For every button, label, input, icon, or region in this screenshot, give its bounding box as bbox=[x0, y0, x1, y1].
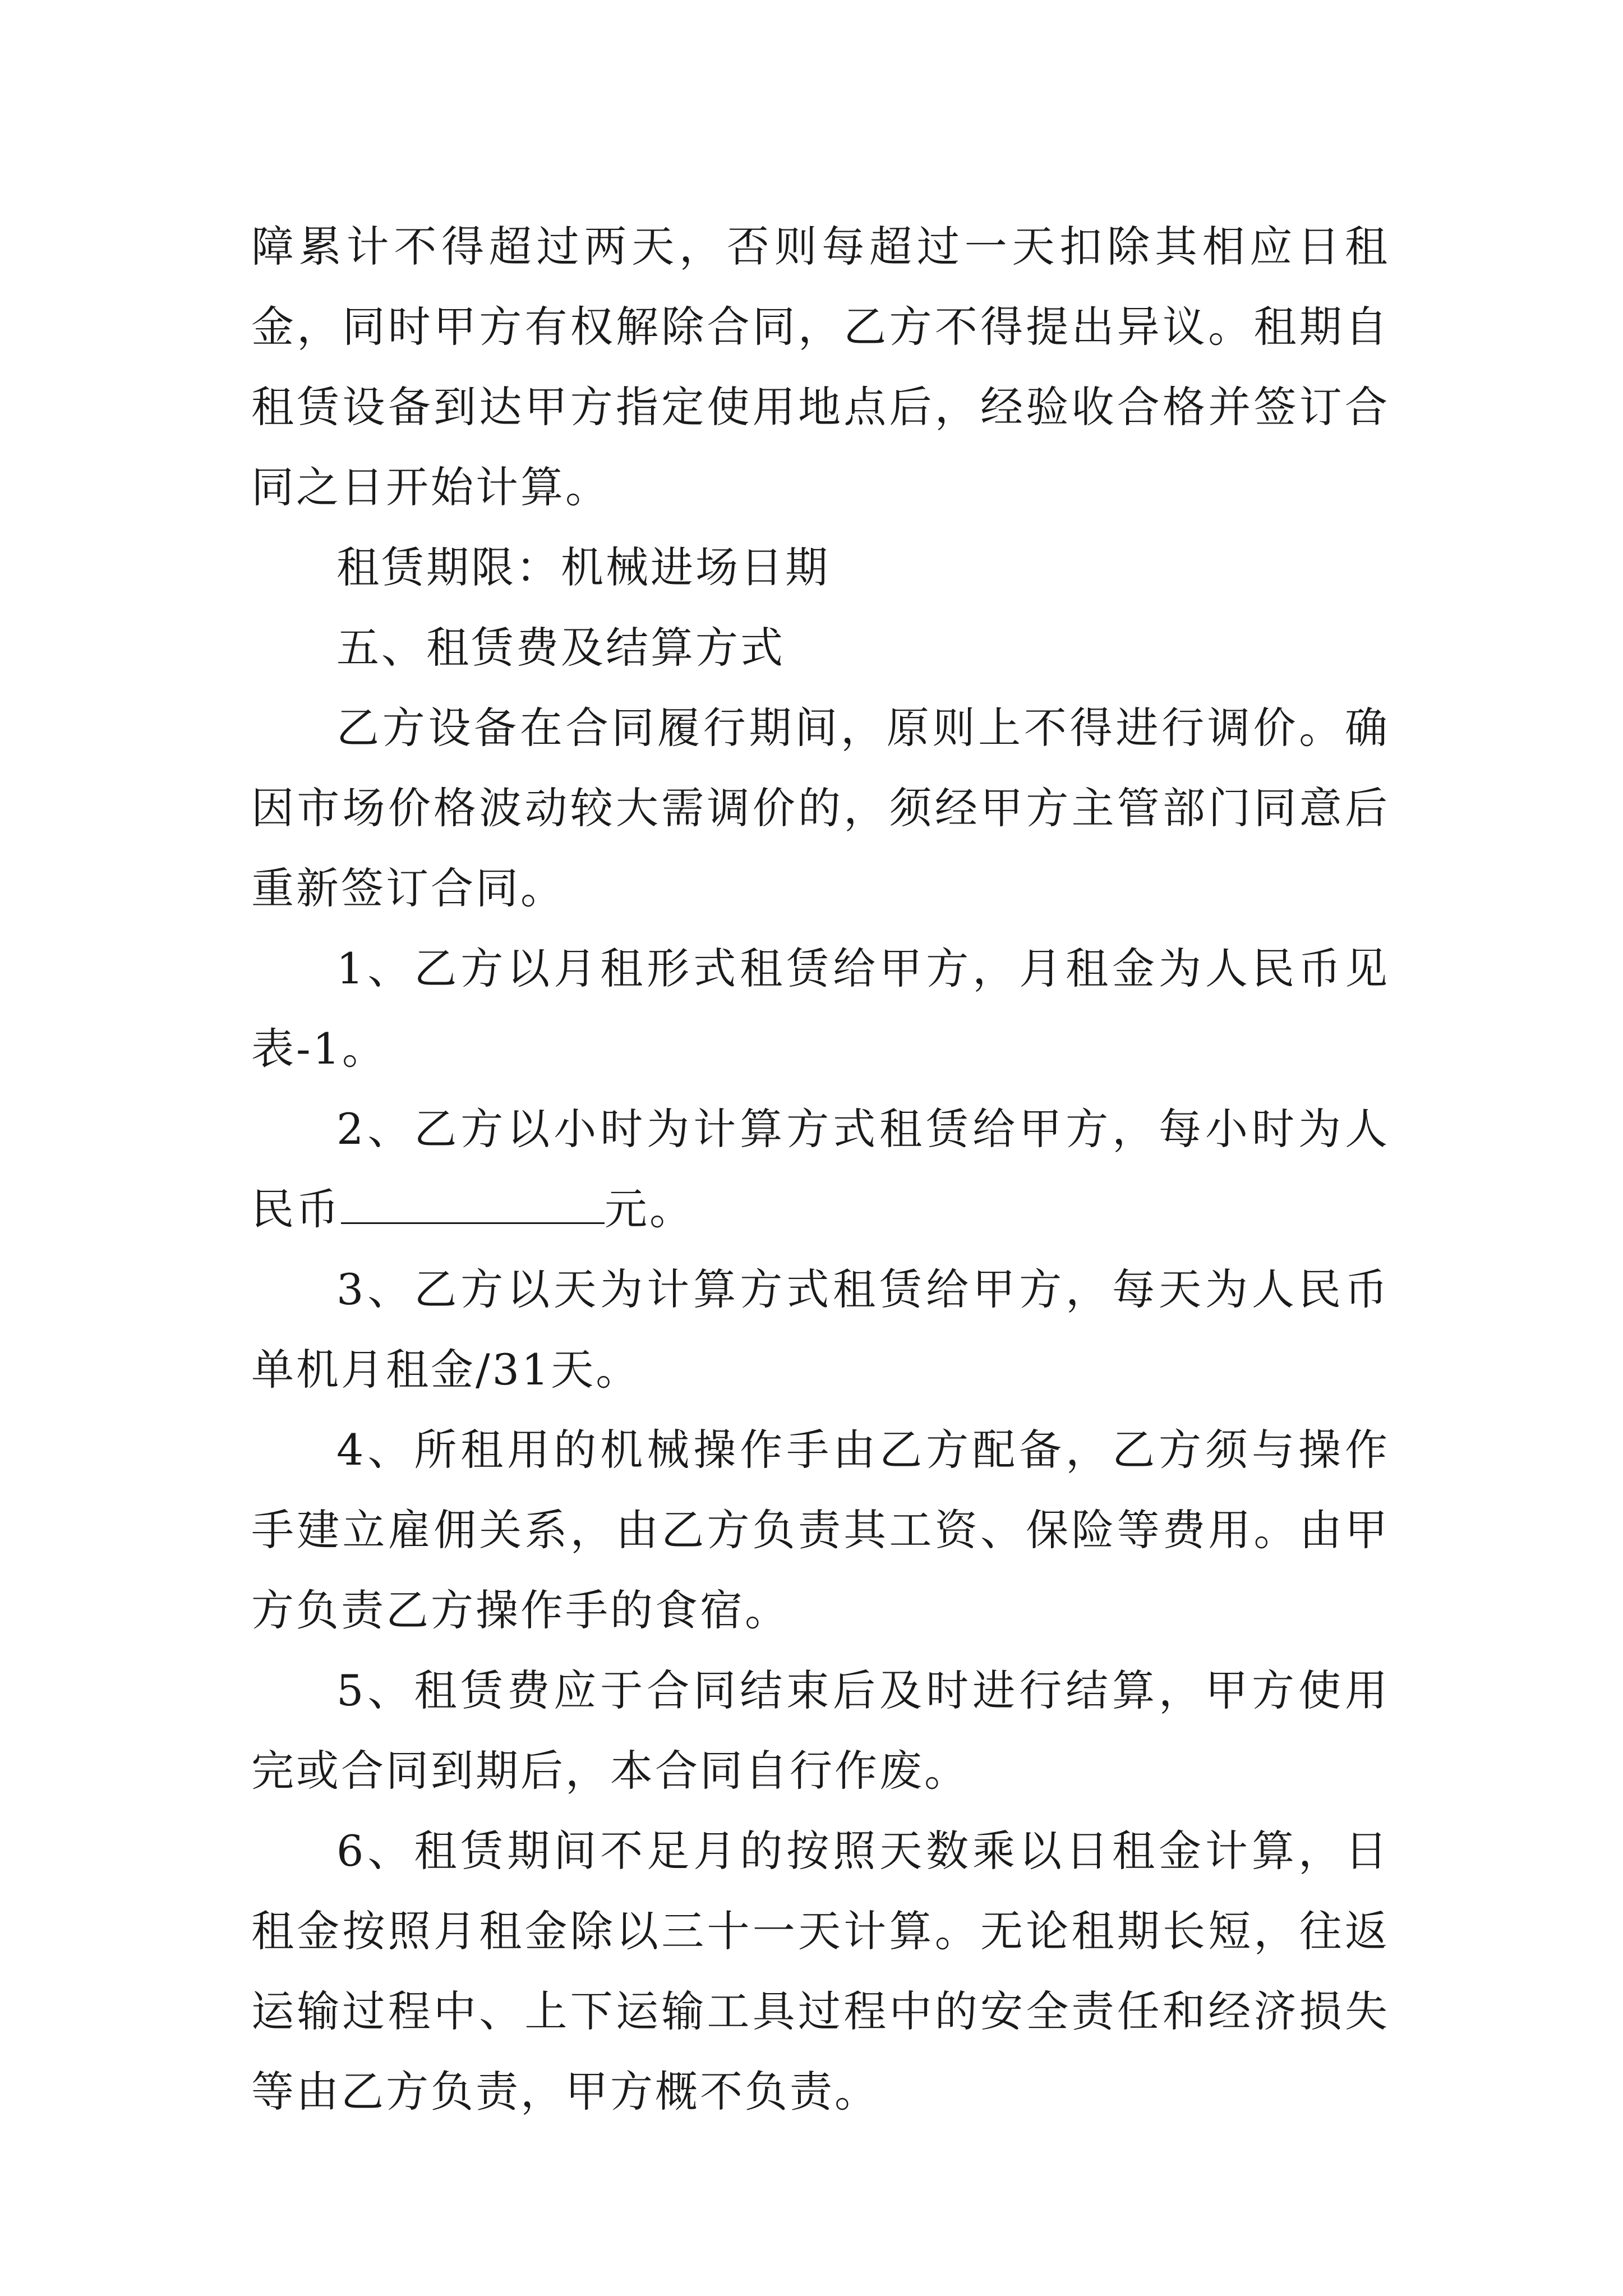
paragraph-continuation: 障累计不得超过两天，否则每超过一天扣除其相应日租金，同时甲方有权解除合同，乙方不得提出异议。租期自租赁设备到达甲方指定使用地点后，经验收合格并签订合同之日开始计算。 bbox=[251, 222, 1390, 512]
fill-in-blank-line bbox=[341, 1189, 605, 1224]
clause-2-hourly-rent bbox=[251, 1089, 1390, 1249]
contract-body bbox=[251, 206, 1390, 2132]
clause-5-settlement: 5、租赁费应于合同结束后及时进行结算，甲方使用完或合同到期后，本合同自行作废。 bbox=[251, 1665, 1390, 1796]
paragraph-price-adjustment: 乙方设备在合同履行期间，原则上不得进行调价。确因市场价格波动较大需调价的，须经甲方主管部门同意后重新签订合同。 bbox=[251, 703, 1390, 913]
clause-4-operator: 4、所租用的机械操作手由乙方配备，乙方须与操作手建立雇佣关系，由乙方负责其工资、保险等费用。由甲方负责乙方操作手的食宿。 bbox=[251, 1425, 1390, 1635]
paragraph-lease-term: 租赁期限：机械进场日期 bbox=[336, 542, 830, 592]
clause-6-partial-month: 6、租赁期间不足月的按照天数乘以日租金计算，日租金按照月租金除以三十一天计算。无论租期长短，往返运输过程中、上下运输工具过程中的安全责任和经济损失等由乙方负责，甲方概不负责。 bbox=[251, 1826, 1390, 2116]
clause-2-text-before: 2、乙方以小时为计算方式租赁给甲方，每小时为人民币 bbox=[251, 1104, 1390, 1234]
section-heading-rent-settlement: 五、租赁费及结算方式 bbox=[336, 623, 785, 673]
clause-3-daily-rent: 3、乙方以天为计算方式租赁给甲方，每天为人民币单机月租金/31天。 bbox=[251, 1264, 1390, 1395]
clause-2-text-after: 元。 bbox=[605, 1184, 694, 1234]
clause-1-monthly-rent: 1、乙方以月租形式租赁给甲方，月租金为人民币见表-1。 bbox=[251, 944, 1390, 1074]
